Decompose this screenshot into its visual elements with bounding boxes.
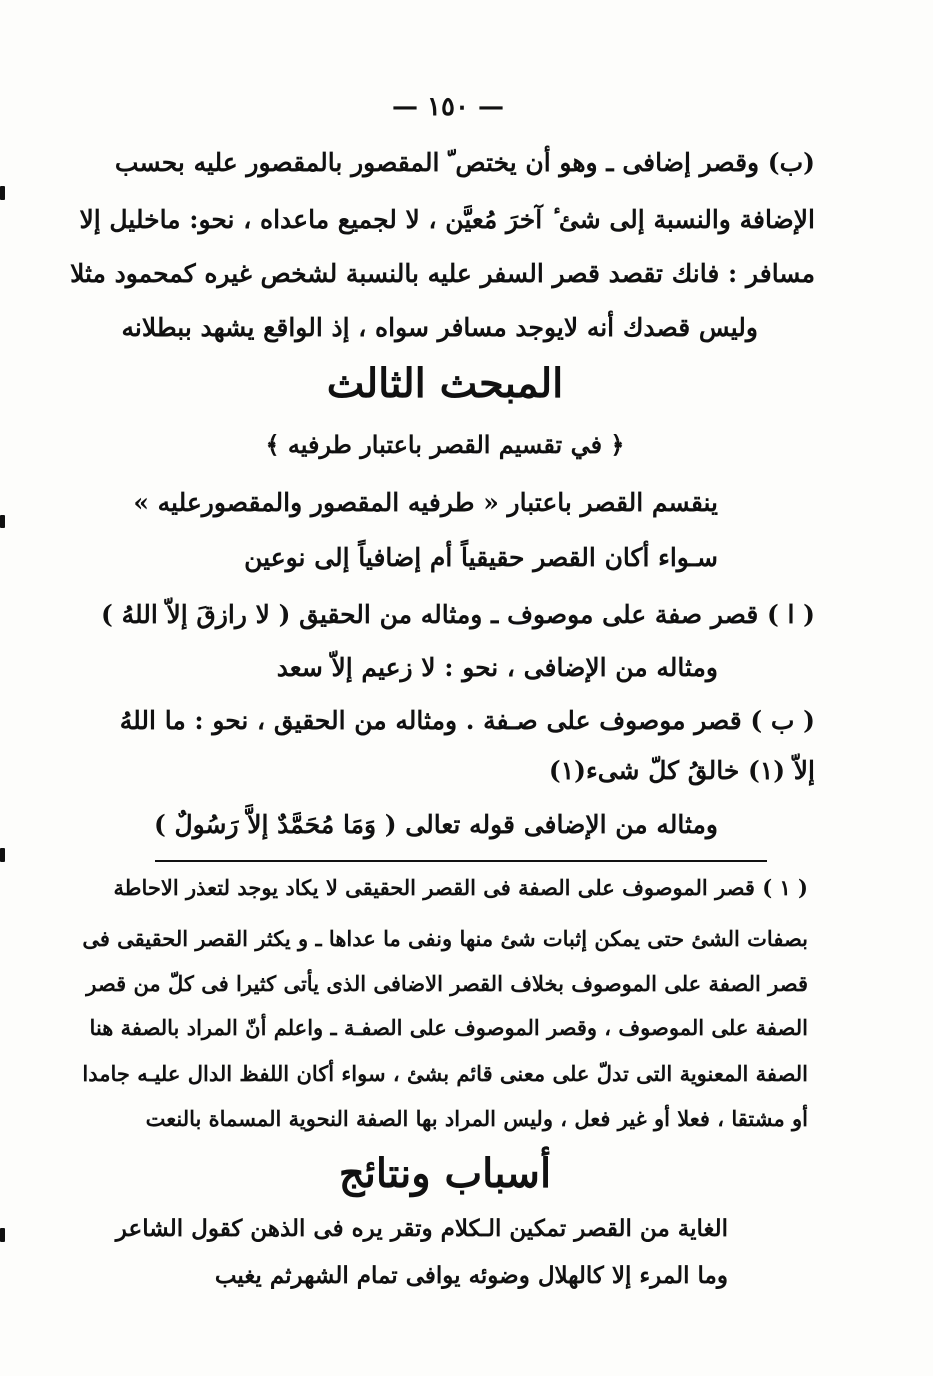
footnote-line: الصفة على الموصوف ، وقصر الموصوف على الصفـة ـ واعلم أنّ المراد بالصفة هنا	[89, 1015, 808, 1040]
body-line: إلاّ (١) خالقُ كلّ شیء(١)	[548, 756, 815, 785]
poetry-verse: وما المرء إلا كالهلال وضوئه يوافى تمام الشهرثم يغيب	[214, 1262, 728, 1289]
footnote-line: أو مشتقا ، فعلا أو غير فعل ، وليس المراد بها الصفة النحوية المسماة بالنعت	[145, 1106, 808, 1131]
footnote-line: ( ١ ) قصر الموصوف على الصفة فى القصر الحقيقى لا يكاد يوجد لتعذر الاحاطة	[113, 875, 808, 900]
section-subtitle: ﴿ في تقسيم القصر باعتبار طرفيه ﴾	[265, 430, 625, 459]
footnote-line: بصفات الشئ حتى يمكن إثبات شئ منها ونفى ما عداها ـ و يكثر القصر الحقيقى فى	[82, 926, 808, 951]
section-title: المبحث الثالث	[326, 360, 564, 407]
body-line: ( ب ) قصر موصوف على صـفة . ومثاله من الحقيق ، نحو : ما اللهُ	[119, 706, 815, 735]
scan-edge-mark	[0, 1228, 5, 1242]
body-line: ينقسم القصر باعتبار « طرفيه المقصور والمقصورعليه »	[133, 488, 718, 517]
footnote-divider	[155, 860, 767, 862]
paragraph-line: مسافر : فانك تقصد قصر السفر عليه بالنسبة لشخص غيره كمحمود مثلا	[70, 259, 815, 288]
scan-edge-mark	[0, 515, 5, 528]
footnote-line: الصفة المعنوية التى تدلّ على معنى قائم بشئ ، سواء أكان اللفظ الدال عليـه جامدا	[82, 1061, 808, 1086]
paragraph-line: الإضافة والنسبة إلى شئ ٔ آخرَ مُعيَّن ، لا لجميع ماعداه ، نحو: ماخليل إلا	[79, 205, 815, 234]
footnote-line: قصر الصفة على الموصوف بخلاف القصر الاضافى الذى يأتى كثيرا فى كلّ من قصر	[86, 971, 808, 996]
section2-line: الغاية من القصر تمكين الـكلام وتقر يره فى الذهن كقول الشاعر	[115, 1215, 728, 1242]
scan-edge-mark	[0, 848, 5, 862]
body-line: ومثاله من الإضافى ، نحو : لا زعيم إلاّ سعد	[276, 653, 718, 682]
paragraph-line: (ب) وقصر إضافى ـ وهو أن يختص ّ المقصور بالمقصور عليه بحسب	[114, 148, 815, 177]
paragraph-line: وليس قصدك أنه لايوجد مسافر سواه ، إذ الواقع يشهد ببطلانه	[121, 313, 758, 342]
scan-edge-mark	[0, 186, 5, 200]
body-line: سـواء أكان القصر حقيقياً أم إضافياً إلى نوعين	[244, 543, 718, 572]
section2-title: أسباب ونتائج	[338, 1150, 552, 1197]
body-line: ومثاله من الإضافى قوله تعالى ( وَمَا مُحَمَّدٌ إلاَّ رَسُولٌ )	[153, 810, 718, 839]
body-line: ( ا ) قصر صفة على موصوف ـ ومثاله من الحقيق ( لا رازقَ إلاّ اللهُ )	[101, 600, 815, 629]
page-number: — ١٥٠ —	[391, 92, 505, 122]
